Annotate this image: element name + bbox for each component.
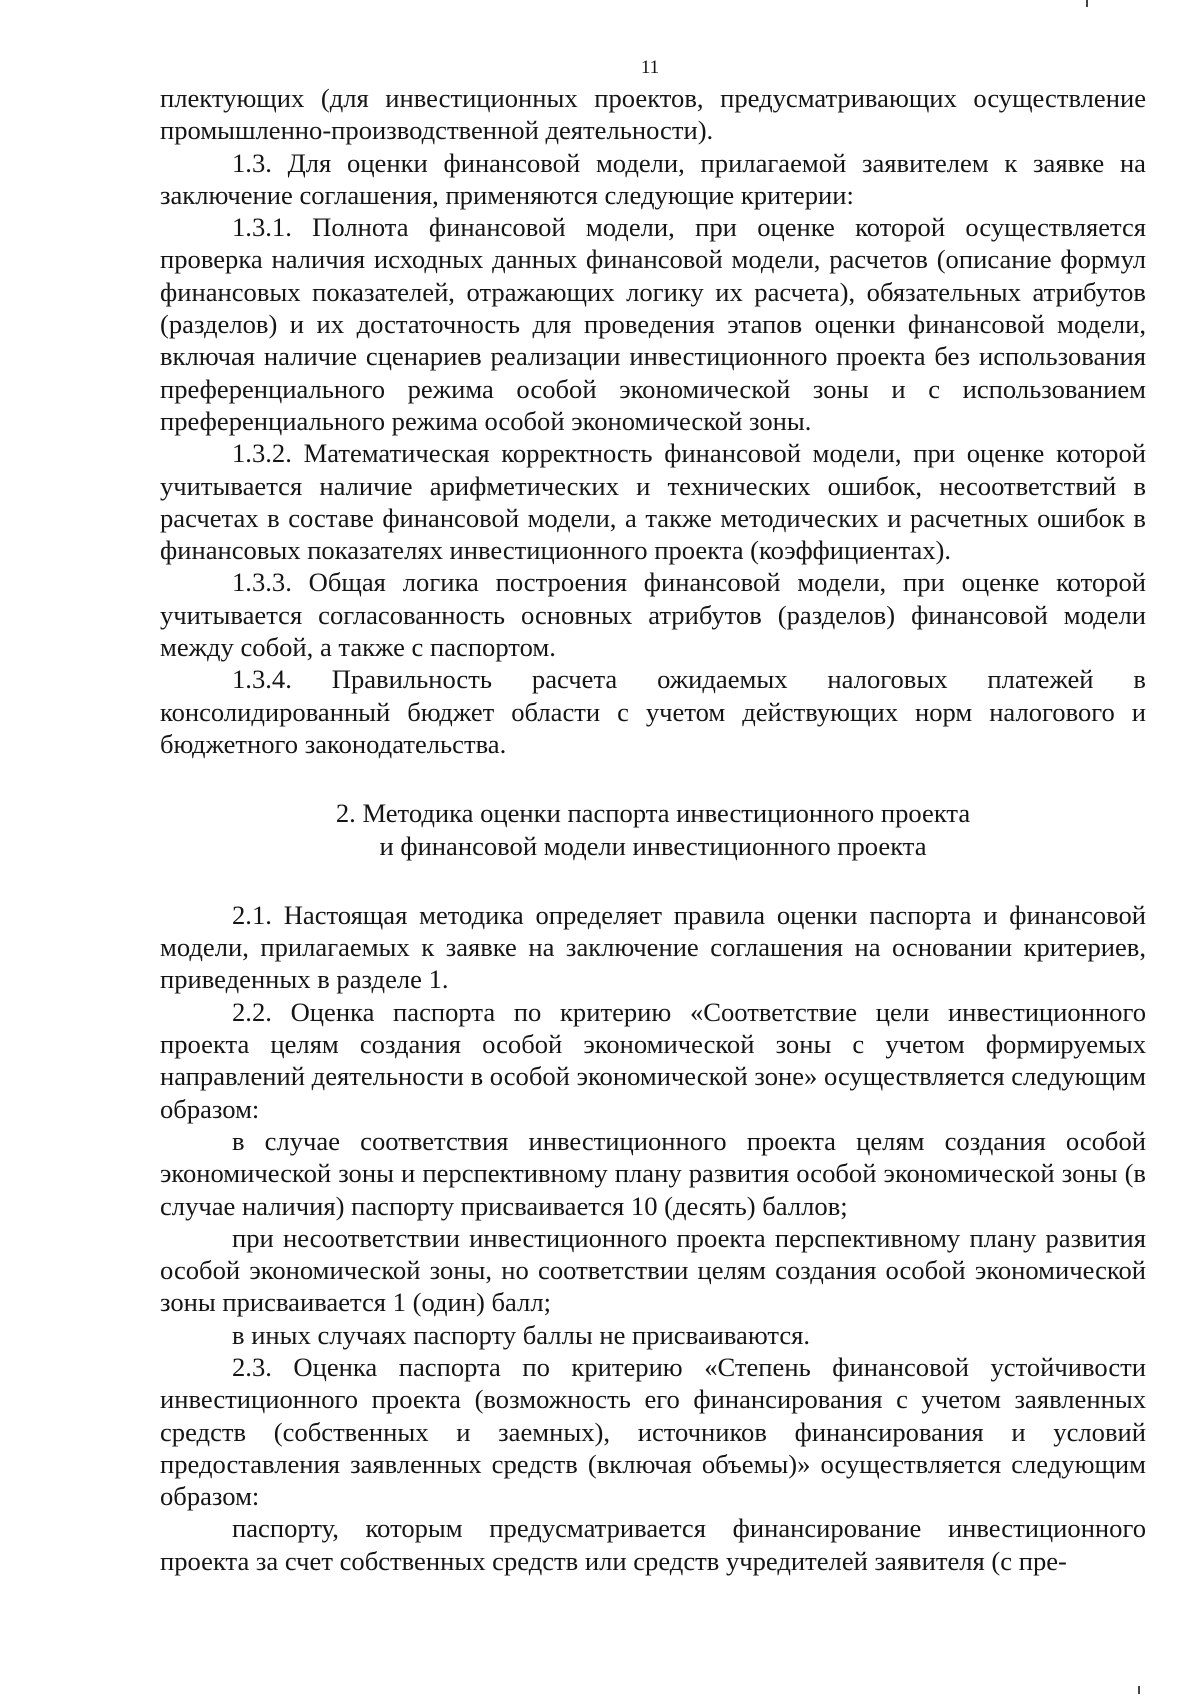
paragraph-1-3: 1.3. Для оценки финансовой модели, прилагаемой заявителем к заявке на заключение соглашения, применяются следующие критерии: — [160, 147, 1146, 210]
paragraph-2-2-case-2: при несоответствии инвестиционного проекта перспективному плану развития особой экономической зоны, но соответствии целям создания особой экономической зоны присваивается 1 (один) балл; — [160, 1222, 1146, 1318]
paragraph-2-2-case-1: в случае соответствия инвестиционного проекта целям создания особой экономической зоны и перспективному плану развития особой экономической зоны (в случае наличия) паспорту присваивается 10 (десять) баллов; — [160, 1125, 1146, 1221]
section-heading-line-1: 2. Методика оценки паспорта инвестиционного проекта — [335, 798, 971, 829]
paragraph-2-3-case-1: паспорту, которым предусматривается финансирование инвестиционного проекта за счет собственных средств или средств учредителей заявителя (с пре- — [160, 1513, 1146, 1576]
document-body — [160, 82, 1146, 1577]
paragraph-2-2-case-3: в иных случаях паспорту баллы не присваиваются. — [232, 1319, 811, 1350]
page-number: 11 — [640, 57, 660, 78]
paragraph-1-3-4: 1.3.4. Правильность расчета ожидаемых налоговых платежей в консолидированный бюджет области с учетом действующих норм налогового и бюджетного законодательства. — [160, 664, 1146, 759]
scan-mark-bottom-right — [1138, 1686, 1140, 1694]
paragraph-1-3-3: 1.3.3. Общая логика построения финансовой модели, при оценке которой учитывается согласованность основных атрибутов (разделов) финансовой модели между собой, а также с паспортом. — [160, 567, 1146, 663]
paragraph-1-3-1: 1.3.1. Полнота финансовой модели, при оценке которой осуществляется проверка наличия исходных данных финансовой модели, расчетов (описание формул финансовых показателей, отражающих логику их расчета), обязательных атрибутов (разделов) и их достаточность для проведения этапов оценки финансовой модели, включая наличие сценариев реализации инвестиционного проекта без использования преференциального режима особой экономической зоны и с использованием преференциального режима особой экономической зоны. — [160, 212, 1146, 436]
paragraph-2-2: 2.2. Оценка паспорта по критерию «Соответствие цели инвестиционного проекта целям создания особой экономической зоны с учетом формируемых направлений деятельности в особой экономической зоне» осуществляется следующим образом: — [160, 996, 1146, 1124]
paragraph: плектующих (для инвестиционных проектов, предусматривающих осуществление промышленно-производственной деятельности). — [160, 83, 1146, 146]
paragraph-1-3-2: 1.3.2. Математическая корректность финансовой модели, при оценке которой учитывается наличие арифметических и технических ошибок, несоответствий в расчетах в составе финансовой модели, а также методических и расчетных ошибок в финансовых показателях инвестиционного проекта (коэффициентах). — [160, 438, 1146, 566]
paragraph-2-3: 2.3. Оценка паспорта по критерию «Степень финансовой устойчивости инвестиционного проекта (возможность его финансирования с учетом заявленных средств (собственных и заемных), источников финансирования и условий предоставления заявленных средств (включая объемы)» осуществляется следующим образом: — [160, 1351, 1146, 1512]
section-heading-line-2: и финансовой модели инвестиционного проекта — [379, 830, 927, 861]
scan-mark-top-right — [1086, 0, 1088, 7]
paragraph-2-1: 2.1. Настоящая методика определяет правила оценки паспорта и финансовой модели, прилагаемых к заявке на заключение соглашения на основании критериев, приведенных в разделе 1. — [160, 899, 1146, 995]
section-heading — [160, 797, 1146, 862]
